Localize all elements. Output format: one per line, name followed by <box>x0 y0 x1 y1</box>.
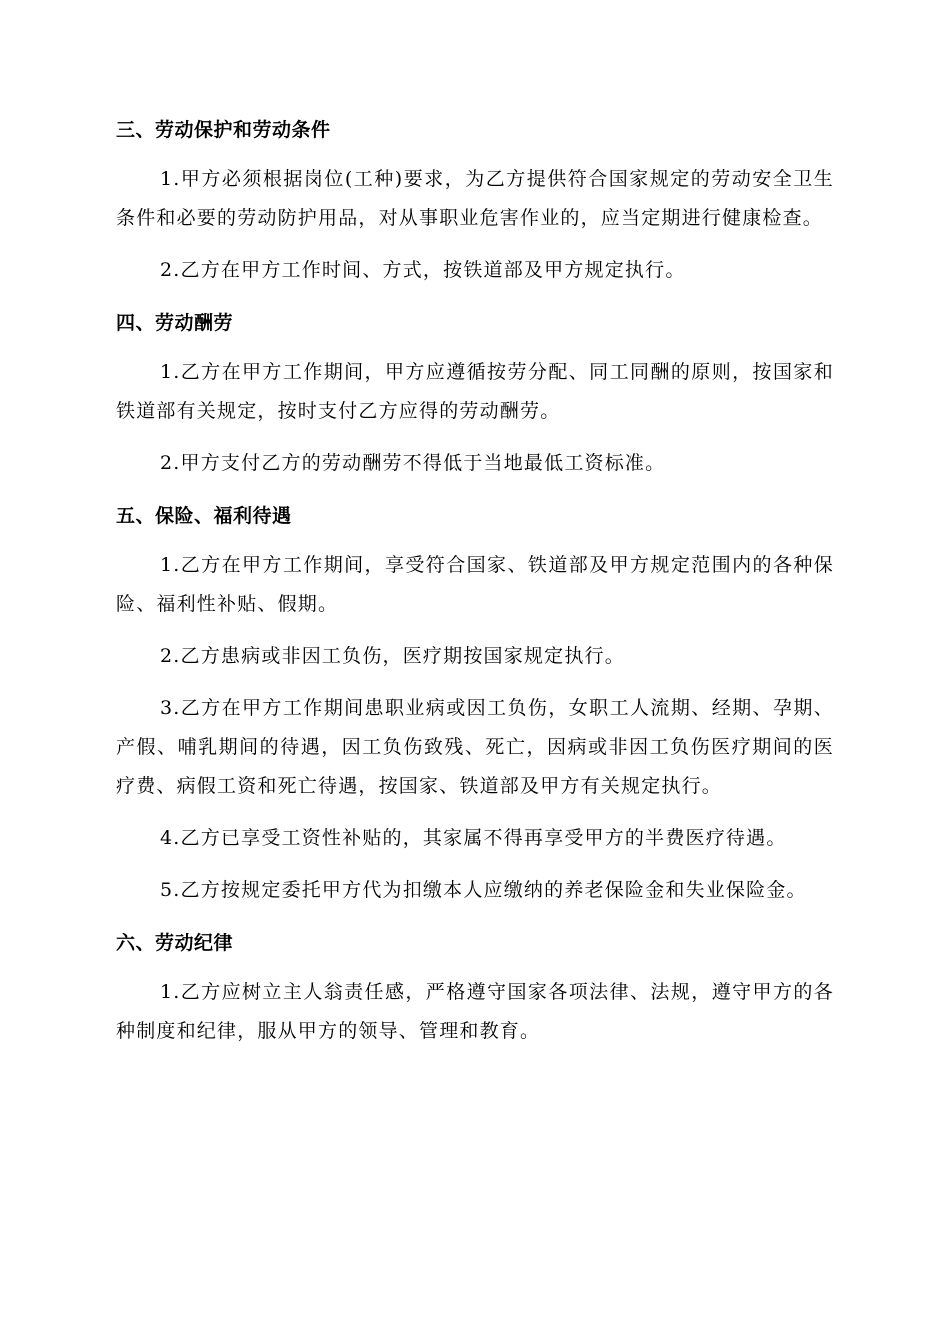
section-labor-protection <box>116 110 834 290</box>
section-heading: 三、劳动保护和劳动条件 <box>116 119 331 141</box>
paragraph: 2.甲方支付乙方的劳动酬劳不得低于当地最低工资标准。 <box>160 452 666 474</box>
paragraph: 1.乙方应树立主人翁责任感，严格遵守国家各项法律、法规，遵守甲方的各种制度和纪律，服从甲方的领导、管理和教育。 <box>116 981 834 1042</box>
paragraph: 1.乙方在甲方工作期间，甲方应遵循按劳分配、同工同酬的原则，按国家和铁道部有关规定，按时支付乙方应得的劳动酬劳。 <box>116 361 834 422</box>
section-heading: 四、劳动酬劳 <box>116 312 234 334</box>
paragraph: 1.甲方必须根据岗位(工种)要求，为乙方提供符合国家规定的劳动安全卫生条件和必要的劳动防护用品，对从事职业危害作业的，应当定期进行健康检查。 <box>116 168 834 229</box>
section-heading: 五、保险、福利待遇 <box>116 505 292 527</box>
paragraph: 2.乙方患病或非因工负伤，医疗期按国家规定执行。 <box>160 645 625 667</box>
document-page <box>116 110 834 1064</box>
paragraph: 3.乙方在甲方工作期间患职业病或因工负伤，女职工人流期、经期、孕期、产假、哺乳期间的待遇，因工负伤致残、死亡，因病或非因工负伤医疗期间的医疗费、病假工资和死亡待遇，按国家、铁道部及甲方有关规定执行。 <box>116 697 834 797</box>
section-heading: 六、劳动纪律 <box>116 932 234 954</box>
paragraph: 4.乙方已享受工资性补贴的，其家属不得再享受甲方的半费医疗待遇。 <box>160 827 787 849</box>
section-labor-discipline <box>116 923 834 1051</box>
section-insurance-welfare <box>116 496 834 910</box>
paragraph: 1.乙方在甲方工作期间，享受符合国家、铁道部及甲方规定范围内的各种保险、福利性补贴、假期。 <box>116 554 834 615</box>
section-labor-remuneration <box>116 303 834 483</box>
paragraph: 2.乙方在甲方工作时间、方式，按铁道部及甲方规定执行。 <box>160 259 686 281</box>
paragraph: 5.乙方按规定委托甲方代为扣缴本人应缴纳的养老保险金和失业保险金。 <box>160 879 807 901</box>
